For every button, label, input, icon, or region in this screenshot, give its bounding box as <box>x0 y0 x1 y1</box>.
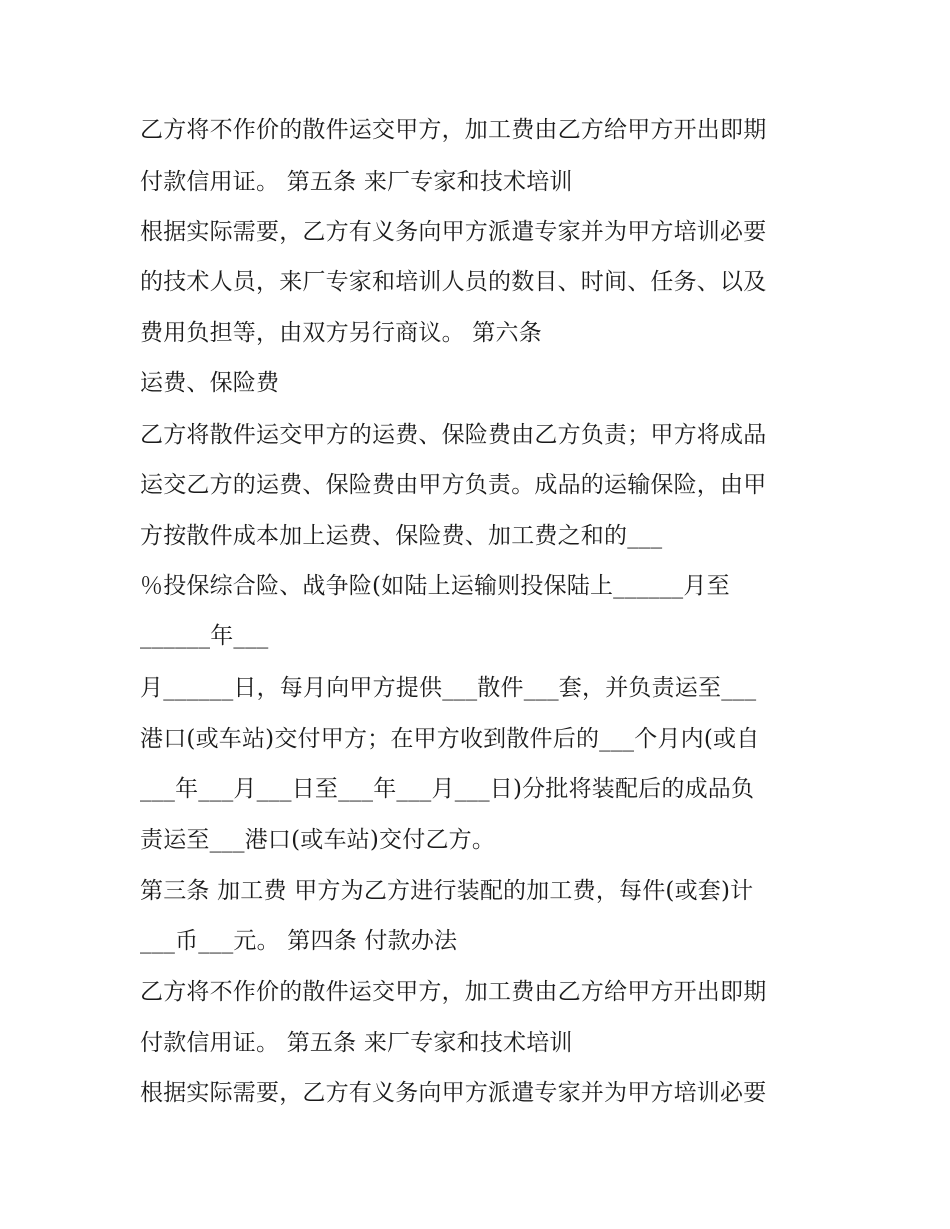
text-line: 根据实际需要，乙方有义务向甲方派遣专家并为甲方培训必要 <box>140 219 767 245</box>
text-line: 责运至___港口(或车站)交付乙方。 <box>140 827 496 853</box>
text-line: ___币___元。 第四条 付款办法 <box>140 928 458 954</box>
text-line: 的技术人员，来厂专家和培训人员的数目、时间、任务、以及 <box>140 269 767 295</box>
text-line: 付款信用证。 第五条 来厂专家和技术培训 <box>140 169 573 195</box>
text-line: 运费、保险费 <box>140 370 280 396</box>
text-line: ___年___月___日至___年___月___日)分批将装配后的成品负 <box>140 776 755 802</box>
text-line: ______年___ <box>140 623 269 649</box>
text-line: 方按散件成本加上运费、保险费、加工费之和的___ <box>140 523 663 549</box>
text-line: 月______日，每月向甲方提供___散件___套，并负责运至___ <box>140 675 757 701</box>
text-line: 费用负担等，由双方另行商议。 第六条 <box>140 320 542 346</box>
text-line: 付款信用证。 第五条 来厂专家和技术培训 <box>140 1030 573 1056</box>
text-line: 根据实际需要，乙方有义务向甲方派遣专家并为甲方培训必要 <box>140 1080 767 1106</box>
text-line: 乙方将不作价的散件运交甲方，加工费由乙方给甲方开出即期 <box>140 117 767 143</box>
text-line: 港口(或车站)交付甲方；在甲方收到散件后的___个月内(或自 <box>140 726 760 752</box>
text-line: 乙方将散件运交甲方的运费、保险费由乙方负责；甲方将成品 <box>140 422 767 448</box>
text-line: 乙方将不作价的散件运交甲方，加工费由乙方给甲方开出即期 <box>140 979 767 1005</box>
text-line: 第三条 加工费 甲方为乙方进行装配的加工费，每件(或套)计 <box>140 878 754 904</box>
text-line: ％投保综合险、战争险(如陆上运输则投保陆上______月至 <box>140 573 730 599</box>
text-line: 运交乙方的运费、保险费由甲方负责。成品的运输保险，由甲 <box>140 472 767 498</box>
